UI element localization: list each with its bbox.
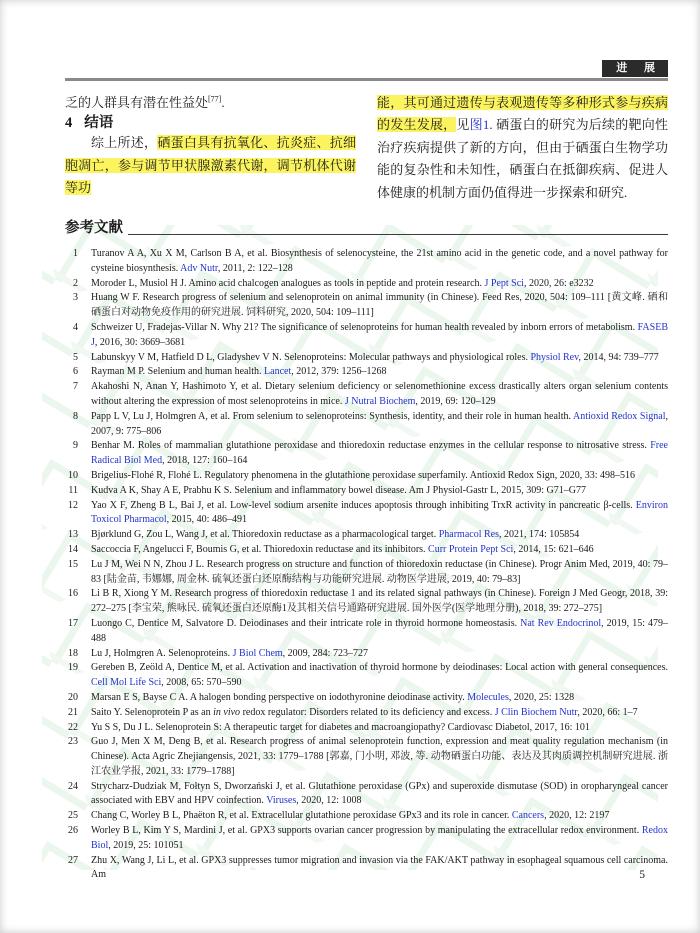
- reference-item: [65, 587, 668, 617]
- text-segment: , 2021, 174: 105854: [498, 529, 580, 541]
- reference-item: [65, 380, 668, 410]
- conclusion-paragraph-left: [65, 132, 356, 199]
- reference-item: [65, 721, 668, 736]
- reference-number: 23: [68, 736, 78, 748]
- text-segment: , 2019, 15: 479–488: [91, 617, 669, 644]
- journal-link[interactable]: Cancers: [511, 810, 545, 822]
- reference-number: 6: [73, 366, 78, 378]
- text-segment: 硒蛋白具有抗氧化、抗炎症、抗细胞凋亡，参与调节甲状腺激素代谢，调节机体代谢等功: [65, 135, 356, 196]
- journal-link[interactable]: Antioxid Redox Signal: [573, 410, 666, 422]
- text-segment: , 2011, 2: 122–128: [217, 262, 293, 274]
- reference-text: [91, 469, 668, 484]
- reference-number: 2: [73, 277, 78, 289]
- journal-link[interactable]: J Clin Biochem Nutr: [494, 706, 578, 718]
- reference-text: [91, 365, 668, 380]
- carryover-paragraph: [65, 92, 356, 114]
- right-column: [377, 92, 668, 204]
- reference-item: [65, 365, 668, 380]
- text-segment: .: [221, 95, 225, 110]
- reference-number: 11: [68, 484, 78, 496]
- text-segment: , 2019, 25: 101051: [108, 839, 184, 851]
- reference-number: 25: [68, 810, 78, 822]
- reference-item: [65, 735, 668, 779]
- text-segment: Bjørklund G, Zou L, Wang J, et al. Thioredoxin reductase as a pharmacological target.: [91, 529, 439, 541]
- reference-number: 27: [68, 854, 78, 866]
- reference-text: [91, 824, 668, 854]
- reference-item: [65, 854, 668, 884]
- reference-number: 4: [73, 321, 78, 333]
- reference-text: [91, 587, 668, 617]
- journal-link[interactable]: Viruses: [266, 795, 297, 807]
- reference-item: [65, 247, 668, 277]
- reference-number: 19: [68, 662, 78, 674]
- reference-item: [65, 558, 668, 588]
- section-number: 4: [65, 115, 73, 132]
- journal-link[interactable]: Environ Toxicol Pharmacol: [91, 499, 668, 526]
- reference-item: [65, 277, 668, 292]
- journal-link[interactable]: Pharmacol Res: [438, 529, 499, 541]
- reference-text: [91, 735, 668, 779]
- text-segment: Yao X F, Zheng B L, Bai J, et al. Low-level sodium arsenite induces apoptosis through inhibiting TrxR activity in pancreatic β-cells.: [91, 499, 636, 511]
- reference-number: 9: [73, 440, 78, 452]
- text-segment: Saito Y. Selenoprotein P as an: [91, 706, 214, 718]
- journal-link[interactable]: Physiol Rev: [530, 351, 579, 363]
- references-header: [65, 220, 668, 237]
- reference-item: [65, 321, 668, 351]
- reference-text: [91, 721, 668, 736]
- text-segment: . 硒蛋白的研究为后续的靶向性治疗疾病提供了新的方向，但由于硒蛋白生物学功能的复杂性和未知性，硒蛋白在抵御疾病、促进人体健康的机制方面仍值得进一步探索和研究.: [377, 117, 668, 200]
- reference-text: [91, 617, 668, 647]
- reference-number: 26: [68, 825, 78, 837]
- reference-item: [65, 528, 668, 543]
- text-segment: Lu J M, Wei N N, Zhou J L. Research progress on structure and function of thioredoxin reductase (in Chinese). Progr Anim Med, 2019, 40: 79–83 [陆金苗, 韦娜娜, 周金林. 硫氧还蛋白还原酶结构与功能研究进展. 动物医学进展, 2019, 40: 79–83]: [91, 558, 668, 585]
- reference-text: [91, 484, 668, 499]
- text-segment: , 2007, 9: 775–806: [91, 410, 668, 437]
- text-segment: redox regulator: Disorders related to its deficiency and excess.: [240, 706, 495, 718]
- journal-link[interactable]: Adv Nutr: [180, 262, 218, 274]
- reference-item: [65, 824, 668, 854]
- text-segment: , 2016, 30: 3669–3681: [94, 336, 186, 348]
- text-segment: in vivo: [213, 706, 241, 718]
- text-segment: , 2018, 127: 160–164: [162, 455, 248, 467]
- text-segment: Saccoccia F, Angelucci F, Boumis G, et al. Thioredoxin reductase and its inhibitors.: [91, 543, 429, 555]
- reference-text: [91, 543, 668, 558]
- reference-text: [91, 247, 668, 277]
- text-segment: Chang C, Worley B L, Phaëton R, et al. Extracellular glutathione peroxidase GPx3 and its role in cancer.: [91, 810, 512, 822]
- text-segment: , 2020, 12: 2197: [544, 810, 610, 822]
- reference-text: [91, 351, 668, 366]
- references-heading: 参考文献: [65, 220, 123, 236]
- text-segment: , 2015, 40: 486–491: [166, 514, 247, 526]
- journal-link[interactable]: Redox Biol: [91, 825, 668, 851]
- text-segment: Akahoshi N, Anan Y, Hashimoto Y, et al. Dietary selenium deficiency or selenomethionine excess drastically alters organ selenium contents without altering the expression of most selenoproteins in mice.: [91, 381, 668, 407]
- reference-number: 22: [68, 721, 78, 733]
- text-segment: Marsan E S, Bayse C A. A halogen bonding perspective on iodothyronine deiodinase activity.: [91, 691, 468, 703]
- left-column: [65, 92, 356, 204]
- reference-item: [65, 691, 668, 706]
- reference-item: [65, 410, 668, 440]
- text-segment: , 2009, 284: 723–727: [282, 647, 368, 659]
- reference-number: 14: [68, 543, 78, 555]
- reference-text: [91, 291, 668, 321]
- reference-number: 18: [68, 647, 78, 659]
- reference-text: [91, 661, 668, 691]
- citation-superscript: [77]: [208, 94, 222, 104]
- text-segment: 见: [456, 117, 470, 133]
- reference-text: [91, 499, 668, 529]
- reference-number: 7: [73, 381, 78, 393]
- reference-number: 5: [73, 351, 78, 363]
- reference-item: [65, 351, 668, 366]
- text-segment: Gereben B, Zeöld A, Dentice M, et al. Activation and inactivation of thyroid hormone by deiodinases: Local action with general consequences.: [91, 662, 668, 674]
- text-segment: 乏的人群具有潜在性益处: [65, 95, 209, 110]
- text-segment: Li B R, Xiong Y M. Research progress of thioredoxin reductase 1 and its related signal pathways (in Chinese). Foreign J Med Geogr, 2018, 39: 272–275 [李宝荣, 熊咏民. 硫氧还蛋白还原酶1及其相关信号通路研究进展. 国外医学(医学地理分册), 2018, 39: 272–275]: [91, 588, 668, 615]
- text-segment: Schweizer U, Fradejas-Villar N. Why 21? The significance of selenoproteins for human health revealed by inborn errors of metabolism.: [91, 321, 638, 333]
- reference-text: [91, 706, 668, 721]
- text-segment: , 2020, 26: e3232: [523, 277, 594, 289]
- reference-text: [91, 410, 668, 440]
- text-segment: Luongo C, Dentice M, Salvatore D. Deiodinases and their intricate role in thyroid hormone homeostasis.: [91, 617, 521, 629]
- text-segment: , 2008, 65: 570–590: [161, 677, 242, 689]
- text-segment: , 2019, 69: 120–129: [415, 395, 496, 407]
- reference-number: 16: [68, 588, 78, 600]
- text-segment: Yu S S, Du J L. Selenoprotein S: A therapeutic target for diabetes and macroangiopathy? Cardiovasc Diabetol, 2017, 16: 101: [91, 721, 590, 733]
- text-segment: , 2014, 15: 621–646: [513, 543, 594, 555]
- journal-link[interactable]: Molecules: [467, 691, 509, 703]
- text-segment: Huang W F. Research progress of selenium and selenoprotein on animal immunity (in Chinese). Feed Res, 2020, 504: 109–111 [黄文峰. 硒和硒蛋白对动物免疫作用的研究进展. 饲料研究, 2020, 504: 109–111]: [91, 292, 668, 319]
- reference-number: 24: [68, 780, 78, 792]
- text-segment: 综上所述，: [91, 135, 158, 151]
- journal-link[interactable]: J Biol Chem: [232, 647, 283, 659]
- section-title: 结语: [84, 115, 114, 132]
- reference-text: [91, 558, 668, 588]
- reference-item: [65, 469, 668, 484]
- text-segment: Brigelius-Flohé R, Flohé L. Regulatory phenomena in the glutathione peroxidase superfamily. Antioxid Redox Sign, 2020, 33: 498–516: [91, 469, 636, 481]
- reference-item: [65, 661, 668, 691]
- text-segment: Guo J, Men X M, Deng B, et al. Research progress of animal selenoprotein function, expression and meat quality regulation mechanism (in Chinese). Acta Agric Zhejiangensis, 2021, 33: 1779–1788 [郭嘉, 门小明, 邓波, 等. 动物硒蛋白功能、表达及其肉质调控机制研究进展. 浙江农业学报, 2021, 33: 1779–1788]: [91, 736, 668, 777]
- reference-item: [65, 543, 668, 558]
- journal-link[interactable]: Nat Rev Endocrinol: [520, 617, 602, 629]
- reference-text: [91, 647, 668, 662]
- journal-link[interactable]: Free Radical Biol Med: [91, 440, 668, 467]
- text-segment: Rayman M P. Selenium and human health.: [91, 366, 265, 378]
- journal-link[interactable]: J Nutral Biochem: [344, 395, 416, 407]
- text-segment: , 2014, 94: 739–777: [578, 351, 659, 363]
- reference-number: 1: [73, 248, 78, 259]
- reference-text: [91, 321, 668, 351]
- reference-text: [91, 691, 668, 706]
- reference-text: [91, 277, 668, 292]
- references-section: [65, 220, 668, 883]
- reference-text: [91, 854, 668, 884]
- header-rule: [65, 78, 668, 81]
- reference-text: [91, 780, 668, 810]
- text-segment: Worley B L, Kim Y S, Mardini J, et al. GPX3 supports ovarian cancer progression by manipulating the extracellular redox environment.: [91, 825, 642, 837]
- reference-item: [65, 706, 668, 721]
- section-heading: [65, 114, 356, 132]
- reference-text: [91, 528, 668, 543]
- figure-link[interactable]: 图1: [469, 117, 490, 133]
- text-segment: , 2020, 25: 1328: [508, 691, 575, 703]
- reference-number: 12: [68, 499, 78, 511]
- text-segment: , 2020, 12: 1008: [296, 795, 362, 807]
- reference-number: 20: [68, 691, 78, 703]
- body-two-columns: [65, 92, 668, 204]
- reference-item: [65, 617, 668, 647]
- reference-number: 8: [73, 410, 78, 422]
- reference-number: 10: [68, 469, 78, 481]
- text-segment: Labunskyy V M, Hatfield D L, Gladyshev V N. Selenoproteins: Molecular pathways and physiological roles.: [91, 351, 531, 363]
- journal-link[interactable]: J Pept Sci: [484, 277, 524, 289]
- reference-item: [65, 780, 668, 810]
- reference-number: 15: [68, 558, 78, 570]
- text-segment: Papp L V, Lu J, Holmgren A, et al. From selenium to selenoproteins: Synthesis, identity, and their role in human health.: [91, 410, 574, 422]
- reference-text: [91, 439, 668, 469]
- text-segment: Benhar M. Roles of mammalian glutathione peroxidase and thioredoxin reductase enzymes in the cellular response to nitrosative stress.: [91, 440, 651, 452]
- journal-link[interactable]: FASEB J: [91, 321, 668, 348]
- text-segment: Lu J, Holmgren A. Selenoproteins.: [91, 647, 233, 659]
- reference-item: [65, 439, 668, 469]
- journal-link[interactable]: Curr Protein Pept Sci: [428, 543, 514, 555]
- references-heading-rule: [128, 234, 668, 235]
- reference-text: [91, 809, 668, 824]
- journal-link[interactable]: Lancet: [264, 366, 292, 378]
- reference-item: [65, 291, 668, 321]
- reference-item: [65, 499, 668, 529]
- references-list: [65, 247, 668, 883]
- text-segment: 能，其可通过遗传与表观遗传等多种形式参与疾病的发生发展，: [377, 95, 668, 133]
- text-segment: Strycharz-Dudziak M, Fołtyn S, Dworzański J, et al. Glutathione peroxidase (GPx) and superoxide dismutase (SOD) in oropharyngeal cancer associated with EBV and HPV coinfection.: [91, 780, 668, 807]
- text-segment: Zhu X, Wang J, Li L, et al. GPX3 suppresses tumor migration and invasion via the FAK/AKT pathway in esophageal squamous cell carcinoma. Am: [91, 854, 668, 881]
- journal-link[interactable]: Cell Mol Life Sci: [91, 677, 162, 689]
- conclusion-paragraph-right: [377, 92, 668, 204]
- reference-number: 3: [73, 292, 78, 304]
- text-segment: , 2020, 66: 1–7: [577, 706, 638, 718]
- reference-item: [65, 484, 668, 499]
- reference-number: 17: [68, 617, 78, 629]
- reference-text: [91, 380, 668, 410]
- text-segment: , 2012, 379: 1256–1268: [291, 366, 387, 378]
- column-tag-badge: 进 展: [602, 60, 668, 77]
- reference-item: [65, 809, 668, 824]
- page-number: 5: [639, 869, 645, 881]
- reference-number: 21: [68, 706, 78, 718]
- reference-item: [65, 647, 668, 662]
- reference-number: 13: [68, 529, 78, 541]
- text-segment: Moroder L, Musiol H J. Amino acid chalcogen analogues as tools in peptide and protein research.: [91, 277, 485, 289]
- text-segment: Turanov A A, Xu X M, Carlson B A, et al. Biosynthesis of selenocysteine, the 21st amino acid in the genetic code, and a novel pathway for cysteine biosynthesis.: [91, 248, 668, 274]
- text-segment: Kudva A K, Shay A E, Prabhu K S. Selenium and inflammatory bowel disease. Am J Physiol-Gastr L, 2015, 309: G71–G77: [91, 484, 586, 496]
